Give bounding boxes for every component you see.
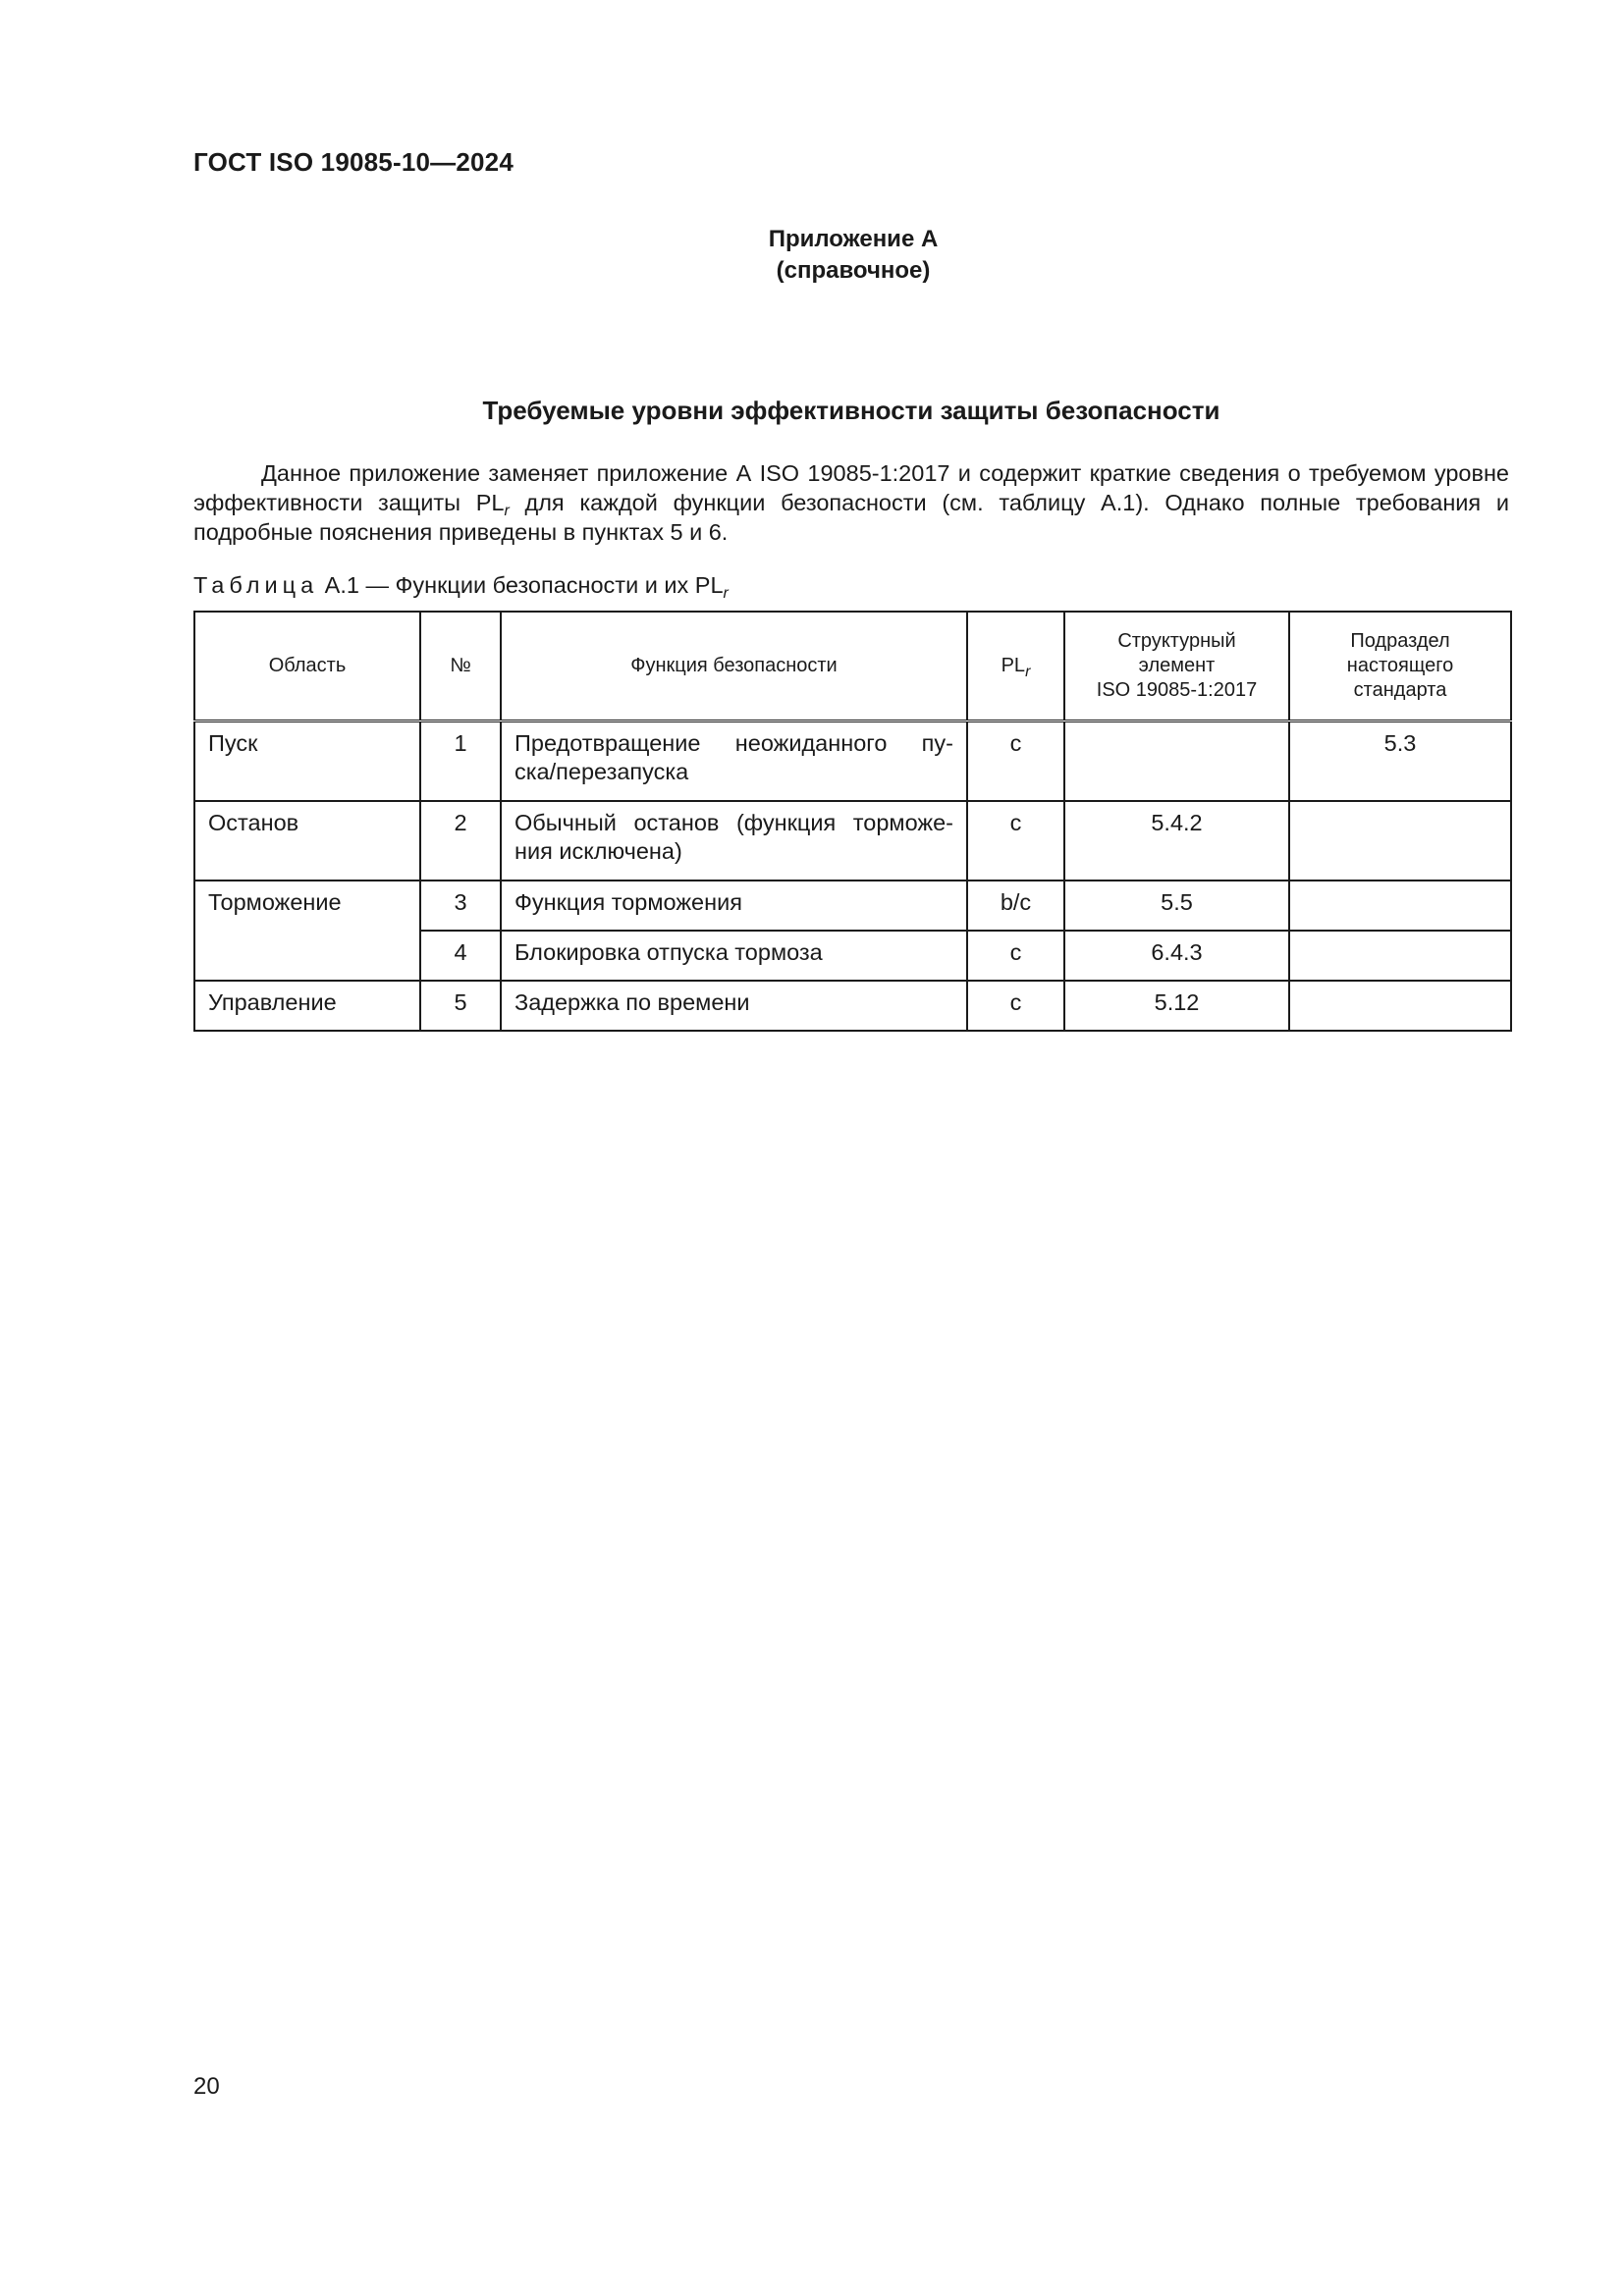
table-header-row bbox=[194, 612, 1511, 721]
cell-pl: c bbox=[967, 801, 1064, 881]
cell-number: 2 bbox=[420, 801, 501, 881]
cell-function-line: ска/перезапуска bbox=[514, 759, 689, 784]
table-row bbox=[194, 981, 1511, 1031]
cell-function-line: Предотвращение неожиданного пу- bbox=[514, 730, 953, 756]
page-number: 20 bbox=[193, 2073, 220, 2100]
cell-number: 1 bbox=[420, 721, 501, 802]
header-element-line: элемент bbox=[1138, 655, 1216, 676]
table-row bbox=[194, 721, 1511, 802]
paragraph-text-2: для каждой функции безопасности (см. таблицу А.1). Однако полные требования и подробные пояснения приведены в пунктах 5 и 6. bbox=[193, 490, 1509, 545]
annex-title: Приложение А bbox=[768, 226, 939, 252]
document-header: ГОСТ ISO 19085-10—2024 bbox=[193, 147, 514, 177]
cell-subsection: 5.3 bbox=[1289, 721, 1511, 802]
cell-element: 5.4.2 bbox=[1064, 801, 1289, 881]
cell-subsection bbox=[1289, 801, 1511, 881]
table-caption bbox=[193, 572, 729, 602]
cell-element: 5.12 bbox=[1064, 981, 1289, 1031]
cell-number: 3 bbox=[420, 881, 501, 931]
header-area: Область bbox=[194, 612, 420, 721]
cell-number: 4 bbox=[420, 931, 501, 981]
section-title: Требуемые уровни эффективности защиты безопасности bbox=[482, 396, 1220, 425]
header-pl-text: PL bbox=[1001, 655, 1026, 676]
cell-pl: c bbox=[967, 981, 1064, 1031]
cell-element: 6.4.3 bbox=[1064, 931, 1289, 981]
header-pl bbox=[967, 612, 1064, 721]
cell-area: Управление bbox=[194, 981, 420, 1031]
table-caption-label: Таблица bbox=[193, 572, 319, 598]
header-subsection bbox=[1289, 612, 1511, 721]
header-function: Функция безопасности bbox=[501, 612, 967, 721]
cell-function-line: Обычный останов (функция торможе- bbox=[514, 810, 953, 835]
header-element-line: Структурный bbox=[1117, 630, 1236, 652]
cell-element bbox=[1064, 721, 1289, 802]
cell-function bbox=[501, 801, 967, 881]
header-element bbox=[1064, 612, 1289, 721]
cell-subsection bbox=[1289, 981, 1511, 1031]
paragraph-text-1: Данное приложение заменяет приложение А ISO 19085-1:2017 и содержит краткие сведения о требуемом уровне эффективности защиты PL bbox=[193, 460, 1509, 515]
table-row bbox=[194, 801, 1511, 881]
header-element-line: ISO 19085-1:2017 bbox=[1096, 679, 1258, 701]
table-row bbox=[194, 881, 1511, 931]
header-subsection-line: настоящего bbox=[1346, 655, 1454, 676]
annex-type: (справочное) bbox=[776, 257, 931, 284]
cell-area: Торможение bbox=[194, 881, 420, 981]
cell-pl: b/c bbox=[967, 881, 1064, 931]
cell-number: 5 bbox=[420, 981, 501, 1031]
cell-area: Пуск bbox=[194, 721, 420, 802]
safety-functions-table bbox=[193, 611, 1512, 1032]
header-number: № bbox=[420, 612, 501, 721]
intro-paragraph bbox=[193, 458, 1509, 547]
cell-pl: c bbox=[967, 721, 1064, 802]
cell-function-line: ния исключена) bbox=[514, 838, 682, 864]
cell-subsection bbox=[1289, 931, 1511, 981]
header-subsection-line: стандарта bbox=[1353, 679, 1447, 701]
cell-function: Задержка по времени bbox=[501, 981, 967, 1031]
cell-function: Блокировка отпуска тормоза bbox=[501, 931, 967, 981]
cell-subsection bbox=[1289, 881, 1511, 931]
cell-function: Функция торможения bbox=[501, 881, 967, 931]
annex-heading bbox=[41, 224, 1624, 287]
cell-element: 5.5 bbox=[1064, 881, 1289, 931]
header-subsection-line: Подраздел bbox=[1350, 630, 1450, 652]
header-pl-subscript: r bbox=[1025, 664, 1031, 680]
cell-pl: c bbox=[967, 931, 1064, 981]
table-caption-subscript: r bbox=[723, 585, 729, 602]
cell-area: Останов bbox=[194, 801, 420, 881]
table-caption-text: А.1 — Функции безопасности и их PL bbox=[318, 572, 724, 598]
paragraph-subscript: r bbox=[504, 503, 510, 519]
cell-function bbox=[501, 721, 967, 802]
